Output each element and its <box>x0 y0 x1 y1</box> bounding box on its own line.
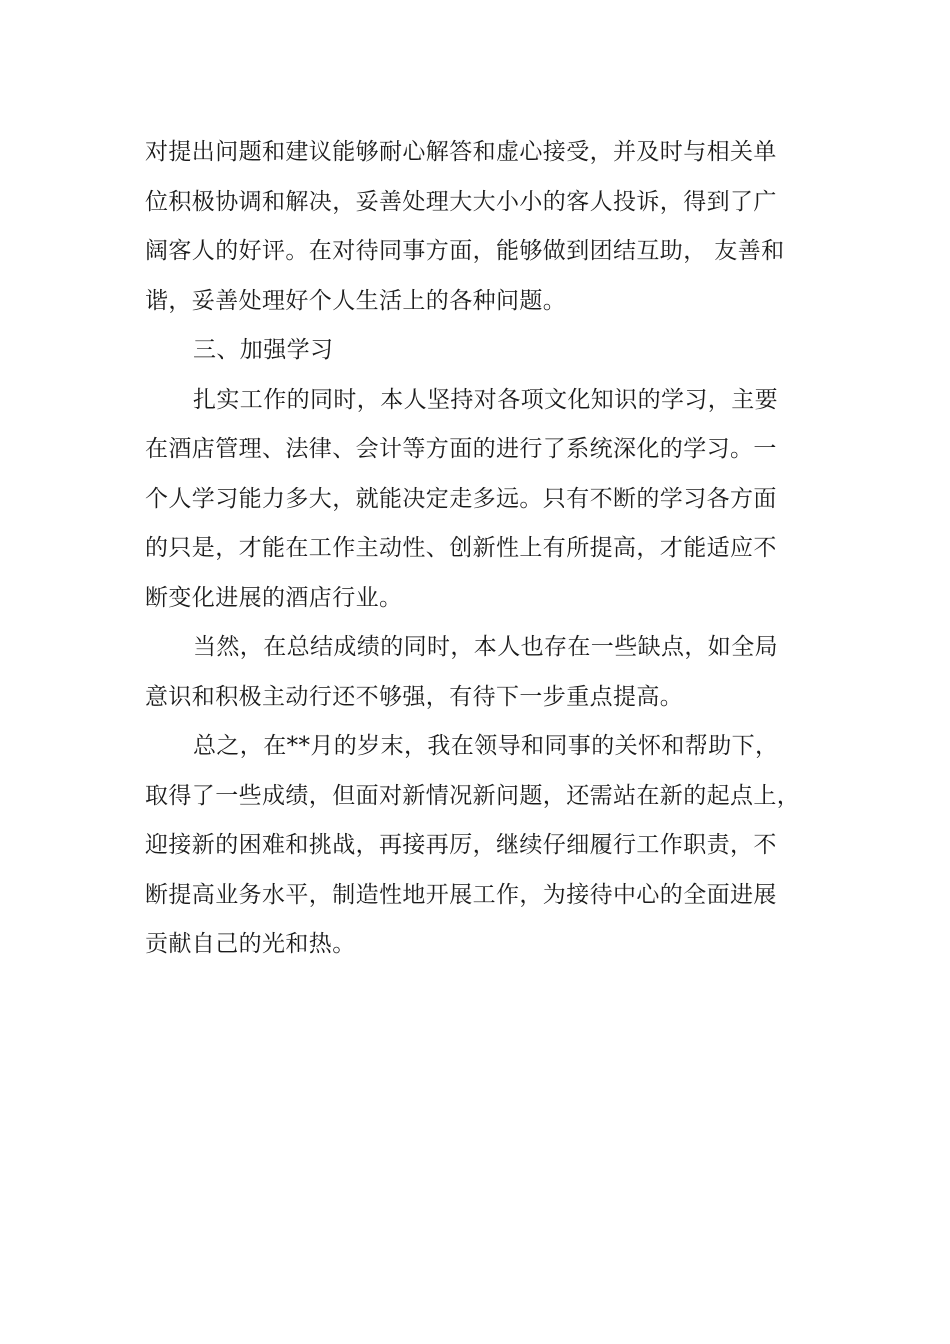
text-line-7: 在酒店管理、法律、会计等方面的进行了系统深化的学习。一 <box>145 436 777 462</box>
text-line-2: 位积极协调和解决，妥善处理大大小小的客人投诉，得到了广 <box>145 188 777 215</box>
text-line-17: 贡献自己的光和热。 <box>145 931 356 957</box>
text-line-16: 断提高业务水平，制造性地开展工作，为接待中心的全面进展 <box>145 881 777 908</box>
document-body <box>145 128 810 970</box>
text-line-12: 意识和积极主动行还不够强，有待下一步重点提高。 <box>145 683 684 710</box>
text-line-15: 迎接新的困难和挑战，再接再厉，继续仔细履行工作职责，不 <box>145 832 777 858</box>
section-heading-strengthen-learning: 三、加强学习 <box>193 337 334 363</box>
text-line-4: 谐，妥善处理好个人生活上的各种问题。 <box>145 287 567 314</box>
text-line-6: 扎实工作的同时，本人坚持对各项文化知识的学习，主要 <box>193 386 778 413</box>
text-line-13: 总之，在**月的岁末，我在领导和同事的关怀和帮助下， <box>193 733 779 759</box>
text-line-10: 断变化进展的酒店行业。 <box>145 584 403 611</box>
text-line-9: 的只是，才能在工作主动性、创新性上有所提高，才能适应不 <box>145 535 777 561</box>
text-line-14: 取得了一些成绩，但面对新情况新问题，还需站在新的起点上， <box>145 782 801 809</box>
text-line-3: 阔客人的好评。在对待同事方面，能够做到团结互助， 友善和 <box>145 238 785 264</box>
text-line-8: 个人学习能力多大，就能决定走多远。只有不断的学习各方面 <box>145 485 777 512</box>
text-line-1: 对提出问题和建议能够耐心解答和虚心接受，并及时与相关单 <box>145 139 777 165</box>
text-line-11: 当然，在总结成绩的同时，本人也存在一些缺点，如全局 <box>193 634 778 660</box>
